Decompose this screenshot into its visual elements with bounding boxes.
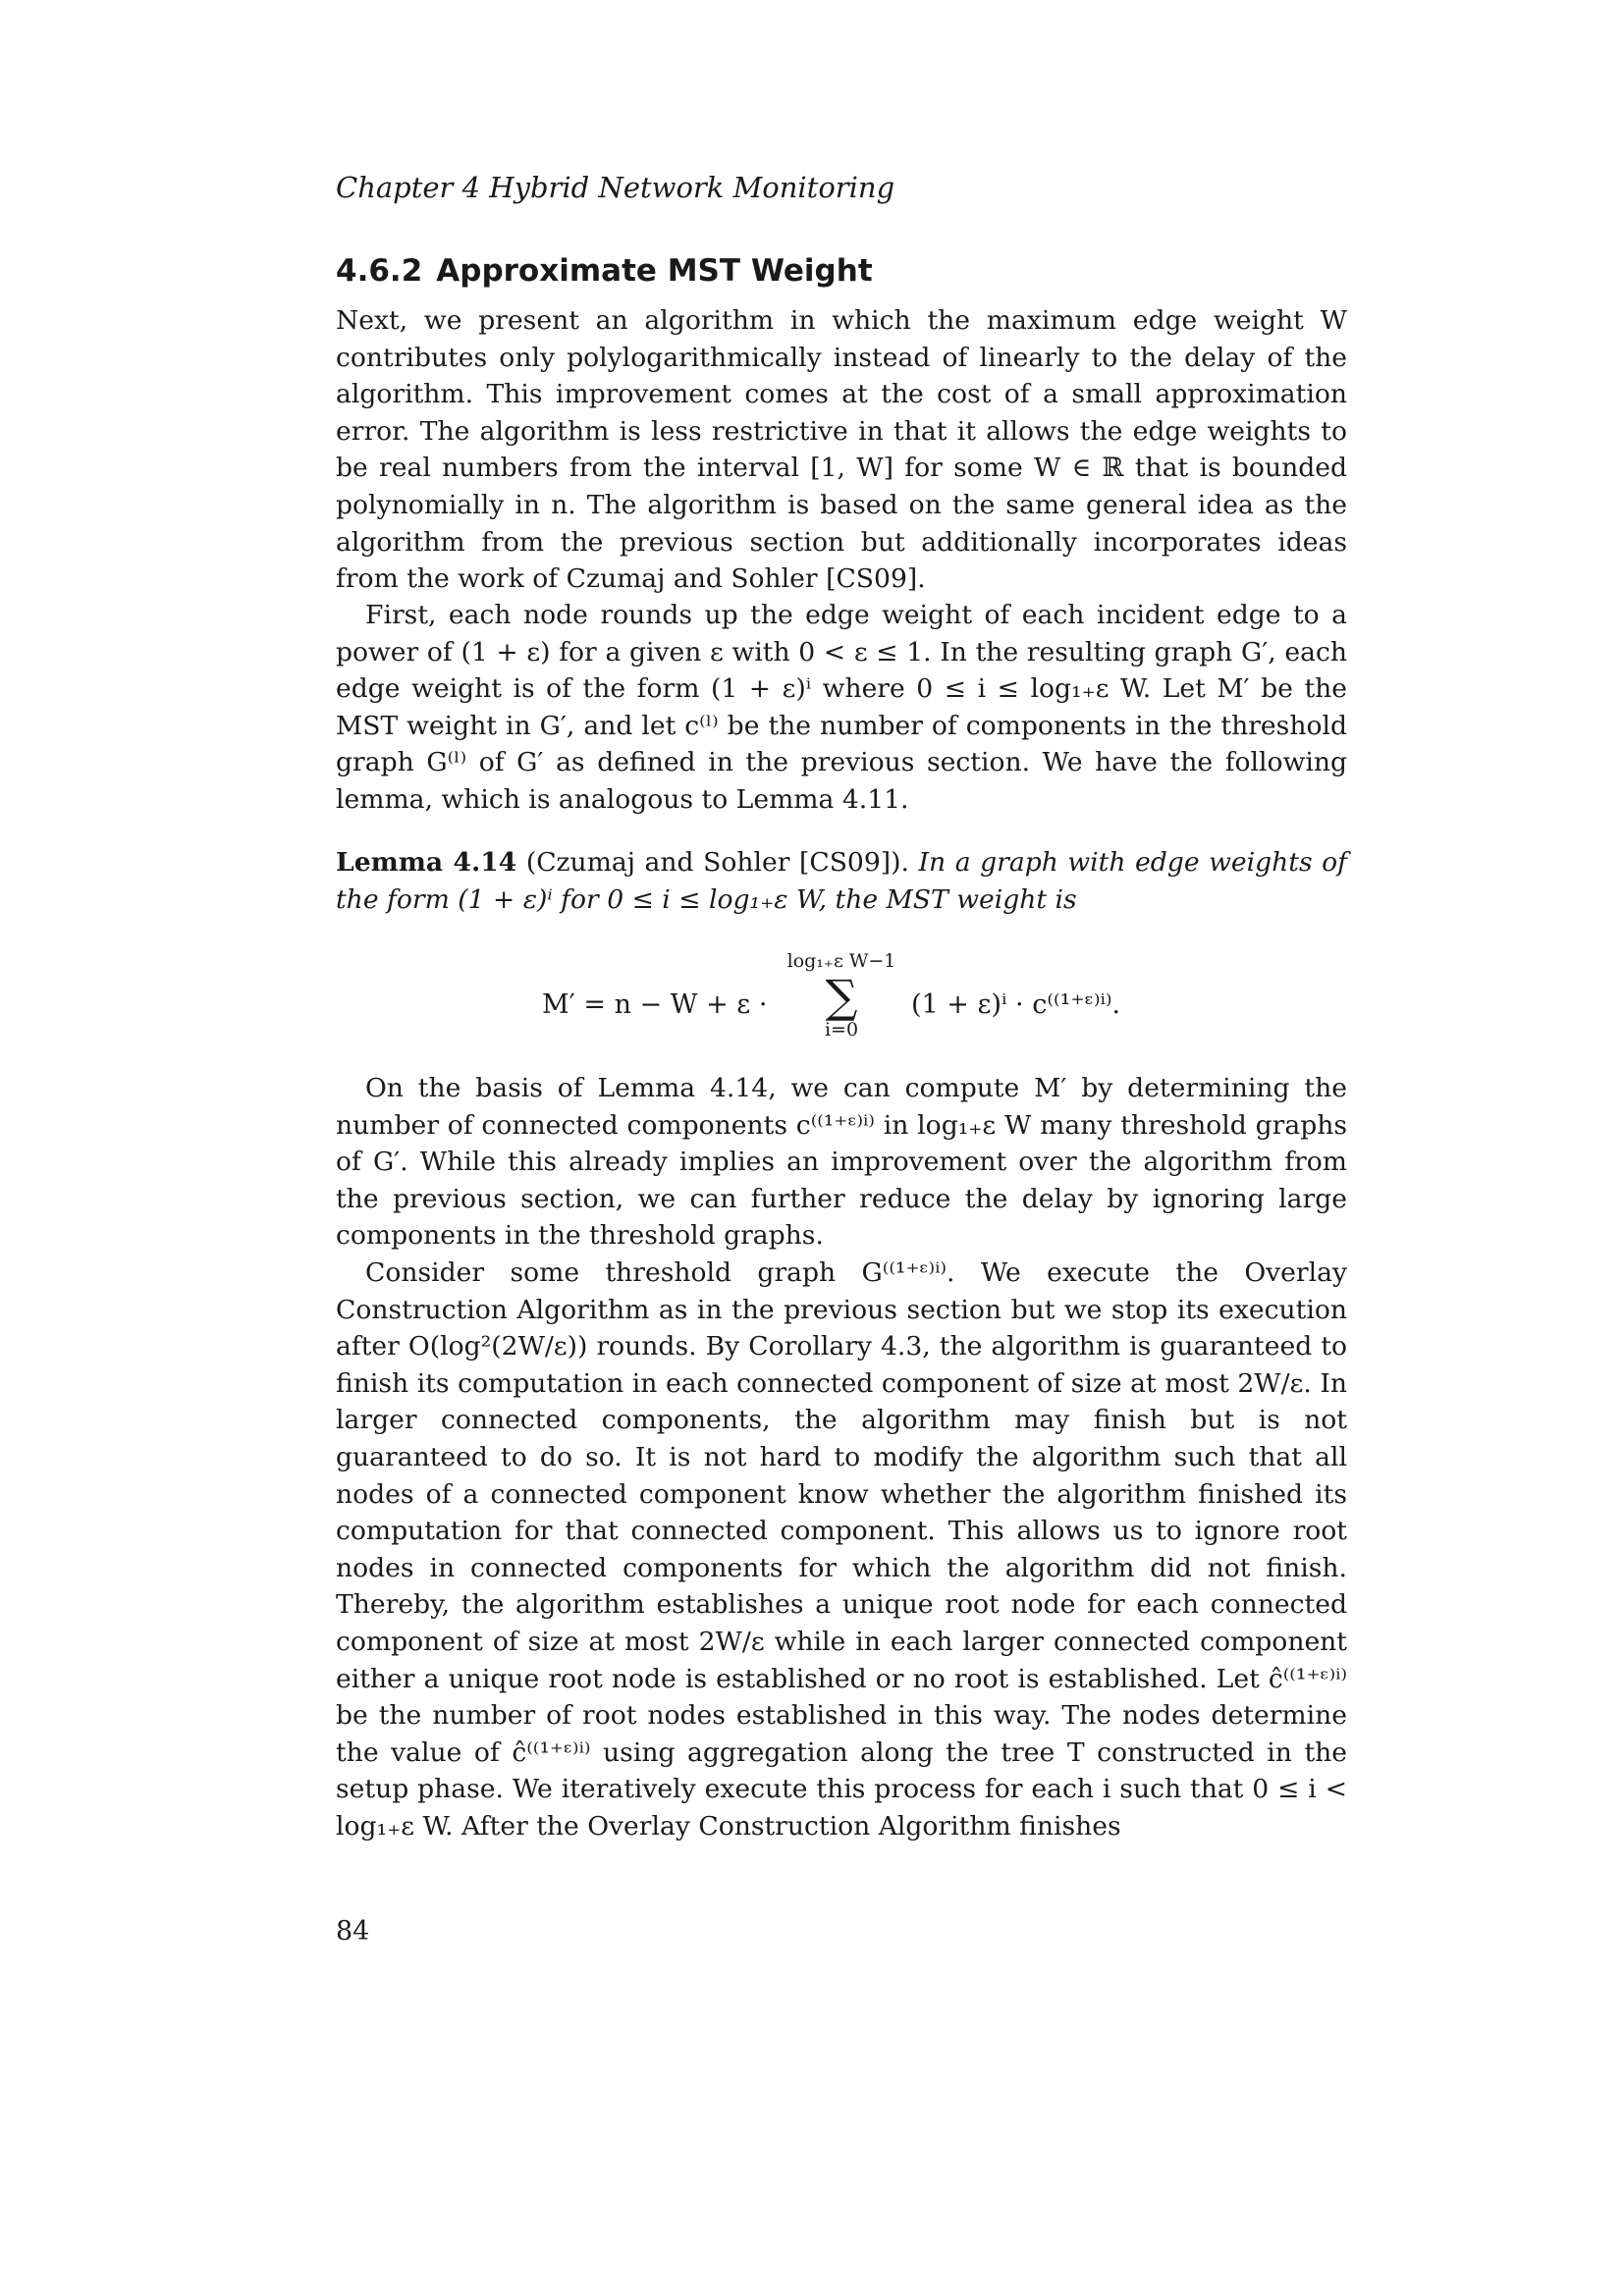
formula-lhs: M′ = n − W + ε · [542, 989, 768, 1020]
paragraph-rounding [336, 597, 1347, 819]
section-title: Approximate MST Weight [436, 253, 873, 289]
paragraph-4-text: Consider some threshold graph G⁽⁽¹⁺ᵋ⁾ⁱ⁾. We execute the Overlay Construction Algorithm as in the previous section but we stop its execution after O(log²(2W/ε)) rounds. By Corollary 4.3, the algorithm is guaranteed to finish its computation in each connected component of size at most 2W/ε. In larger connected components, the algorithm may finish but is not guaranteed to do so. It is not hard to modify the algorithm such that all nodes of a connected component know whether the algorithm finished its computation for that connected component. This allows us to ignore root nodes in connected components for which the algorithm did not finish. Thereby, the algorithm establishes a unique root node for each connected component of size at most 2W/ε while in each larger connected component either a unique root node is established or no root is established. Let ĉ⁽⁽¹⁺ᵋ⁾ⁱ⁾ be the number of root nodes established in this way. The nodes determine the value of ĉ⁽⁽¹⁺ᵋ⁾ⁱ⁾ using aggregation along the tree T constructed in the setup phase. We iteratively execute this process for each i such that 0 ≤ i < log₁₊ε W. After the Overlay Construction Algorithm finishes [336, 1257, 1347, 1842]
page-number: 84 [336, 1916, 370, 1947]
formula-rhs: (1 + ε)ⁱ · c⁽⁽¹⁺ᵋ⁾ⁱ⁾. [911, 989, 1121, 1020]
lemma-statement: In a graph with edge weights of the form (1 + ε)ⁱ for 0 ≤ i ≤ log₁₊ε W, the MST weight is [336, 847, 1348, 915]
lemma-attribution: (Czumaj and Sohler [CS09]). [525, 847, 909, 878]
paragraph-1-text: Next, we present an algorithm in which the maximum edge weight W contributes only polylogarithmically instead of linearly to the delay of the algorithm. This improvement comes at the cost of a small approximation error. The algorithm is less restrictive in that it allows the edge weights to be real numbers from the interval [1, W] for some W ∈ ℝ that is bounded polynomially in n. The algorithm is based on the same general idea as the algorithm from the previous section but additionally incorporates ideas from the work of Czumaj and Sohler [CS09]. [336, 305, 1347, 595]
running-head: Chapter 4 Hybrid Network Monitoring [336, 171, 895, 204]
paragraph-threshold [336, 1255, 1347, 1845]
paragraph-2-text: First, each node rounds up the edge weight of each incident edge to a power of (1 + ε) for a given ε with 0 < ε ≤ 1. In the resulting graph G′, each edge weight is of the form (1 + ε)ⁱ where 0 ≤ i ≤ log₁₊ε W. Let M′ be the MST weight in G′, and let c⁽ˡ⁾ be the number of components in the threshold graph G⁽ˡ⁾ of G′ as defined in the previous section. We have the following lemma, which is analogous to Lemma 4.11. [336, 600, 1347, 815]
paragraph-components [336, 1070, 1347, 1255]
paragraph-3-text: On the basis of Lemma 4.14, we can compute M′ by determining the number of connected components c⁽⁽¹⁺ᵋ⁾ⁱ⁾ in log₁₊ε W many threshold graphs of G′. While this already implies an improvement over the algorithm from the previous section, we can further reduce the delay by ignoring large components in the threshold graphs. [336, 1073, 1347, 1252]
paragraph-intro [336, 302, 1347, 598]
lemma-text [336, 844, 1347, 918]
sum-symbol: ∑ [825, 970, 858, 1023]
sum-lower-limit: i=0 [824, 1019, 859, 1041]
lemma-block [336, 844, 1347, 918]
section-heading [336, 253, 873, 289]
lemma-label: Lemma 4.14 [336, 847, 517, 878]
sum-upper-limit: log₁₊ε W−1 [786, 950, 896, 972]
formula-sum [778, 950, 905, 1041]
display-formula [336, 950, 1347, 1058]
section-number: 4.6.2 [336, 253, 423, 289]
